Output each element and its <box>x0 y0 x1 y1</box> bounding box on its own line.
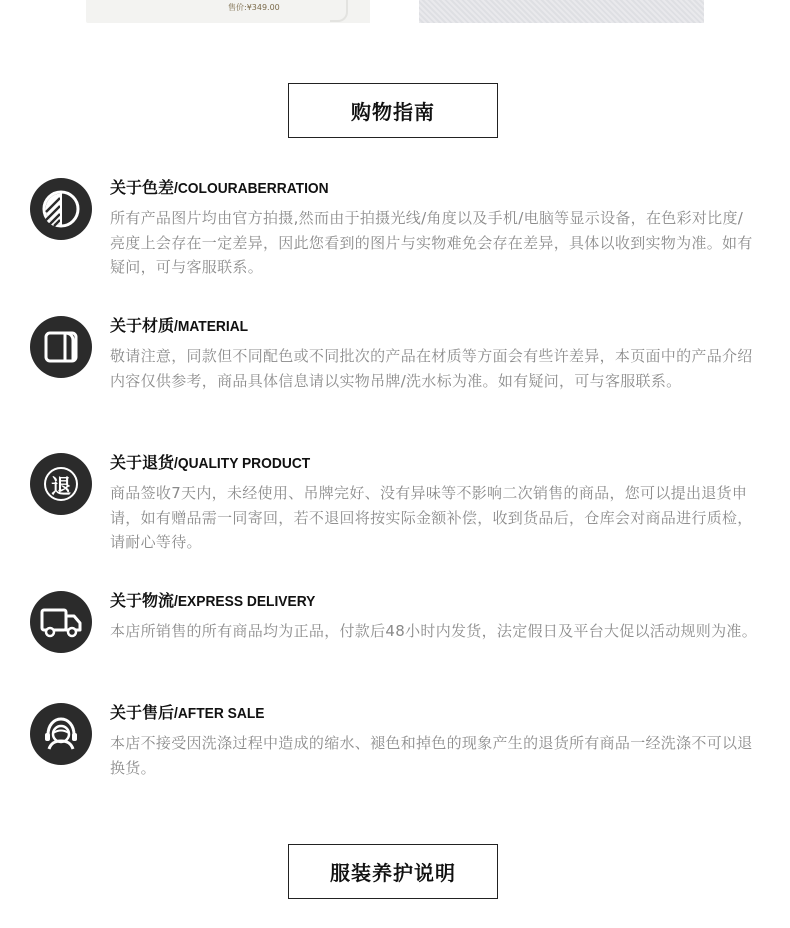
color-aberration-icon <box>30 178 92 240</box>
thumbnail-price: 售价:¥349.00 <box>228 3 280 12</box>
guide-item-title: 关于色差/COLOURABERRATION <box>110 178 329 197</box>
guide-item-description: 本店不接受因洗涤过程中造成的缩水、褪色和掉色的现象产生的退货所有商品一经洗涤不可以退换货。 <box>110 734 753 777</box>
guide-item-description: 商品签收7天内，未经使用、吊牌完好、没有异味等不影响二次销售的商品，您可以提出退货申请，如有赠品需一同寄回，若不退回将按实际金额补偿，收到货品后，仓库会对商品进行质检，请耐心等待。 <box>110 484 753 551</box>
guide-item-title: 关于材质/MATERIAL <box>110 316 249 335</box>
product-thumbnail-strip <box>0 0 790 24</box>
guide-item-title: 关于物流/EXPRESS DELIVERY <box>110 591 316 610</box>
product-thumbnail-left[interactable] <box>86 0 370 23</box>
guide-item-title: 关于售后/AFTER SALE <box>110 703 265 722</box>
guide-item-description: 敬请注意，同款但不同配色或不同批次的产品在材质等方面会有些许差异，本页面中的产品介绍内容仅供参考，商品具体信息请以实物吊牌/洗水标为准。如有疑问，可与客服联系。 <box>110 347 753 390</box>
material-icon <box>30 316 92 378</box>
guide-item-description: 所有产品图片均由官方拍摄,然而由于拍摄光线/角度以及手机/电脑等显示设备，在色彩对比度/亮度上会存在一定差异，因此您看到的图片与实物难免会存在差异，具体以收到实物为准。如有疑问，可与客服联系。 <box>110 209 753 276</box>
shopping-guide-heading: 购物指南 <box>288 83 498 138</box>
guide-item-title: 关于退货/QUALITY PRODUCT <box>110 453 311 472</box>
delivery-truck-icon <box>30 591 92 653</box>
care-guide-heading: 服装养护说明 <box>288 844 498 899</box>
customer-service-icon <box>30 703 92 765</box>
return-icon: 退 <box>30 453 92 515</box>
product-thumbnail-right[interactable] <box>419 0 704 23</box>
guide-item-description: 本店所销售的所有商品均为正品，付款后48小时内发货，法定假日及平台大促以活动规则为准。 <box>110 622 757 640</box>
